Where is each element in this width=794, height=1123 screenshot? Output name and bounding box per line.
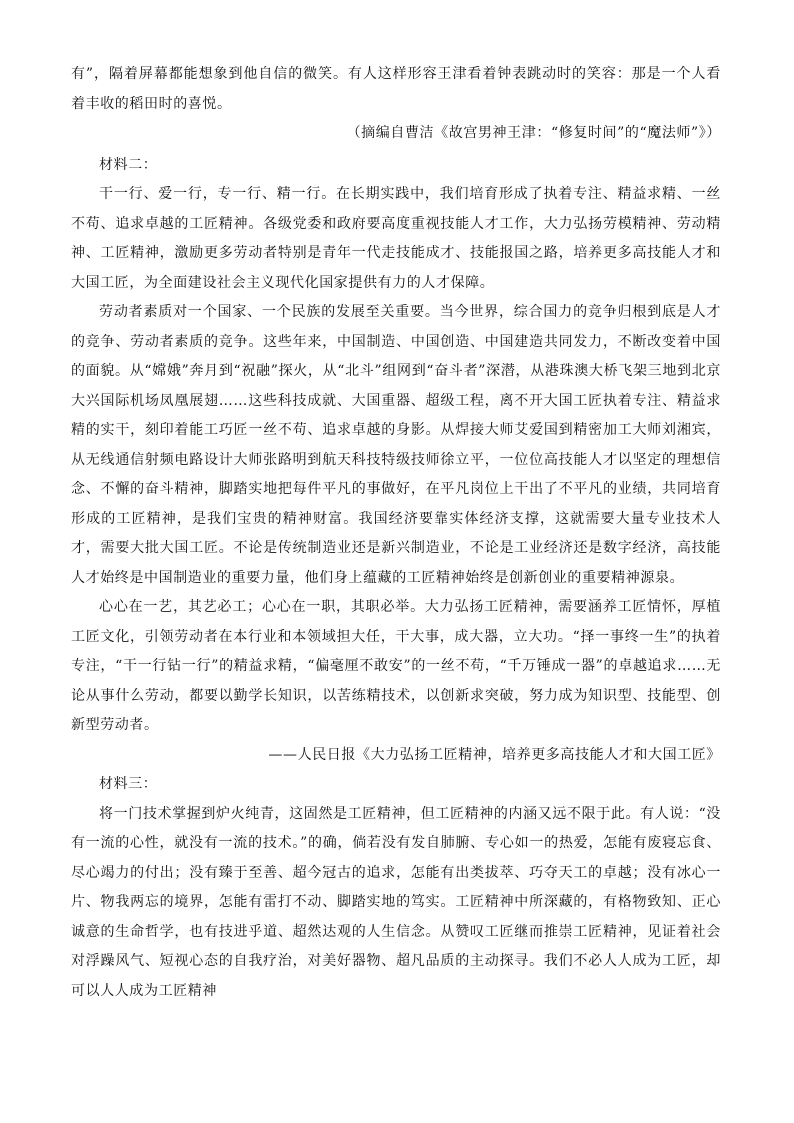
paragraph-material-3-1: 将一门技术掌握到炉火纯青，这固然是工匠精神，但工匠精神的内涵又远不限于此。有人说：“没有一流的心性，就没有一流的技术。”的确，倘若没有发自肺腑、专心如一的热爱，怎能有废寝忘食、尽心竭力的付出；没有臻于至善、超今冠古的追求，怎能有出类拔萃、巧夺天工的卓越；没有冰心一片、物我两忘的境界，怎能有雷打不动、脚踏实地的笃实。工匠精神中所深藏的，有格物致知、正心诚意的生命哲学，也有技进乎道、超然达观的人生信念。从赞叹工匠继而推崇工匠精神，见证着社会对浮躁风气、短视心态的自我疗治，对美好器物、超凡品质的主动探寻。我们不必人人成为工匠，却可以人人成为工匠精神 xyxy=(71,805,721,999)
document-page xyxy=(71,60,721,1006)
section-label-material-3: 材料三： xyxy=(99,776,158,792)
paragraph-material-2-2: 劳动者素质对一个国家、一个民族的发展至关重要。当今世界，综合国力的竞争归根到底是人才的竞争、劳动者素质的竞争。这些年来，中国制造、中国创造、中国建造共同发力，不断改变着中国的面貌。从“嫦娥”奔月到“祝融”探火，从“北斗”组网到“奋斗者”深潜，从港珠澳大桥飞架三地到北京大兴国际机场凤凰展翅……这些科技成就、大国重器、超级工程，离不开大国工匠执着专注、精益求精的实干，刻印着能工巧匠一丝不苟、追求卓越的身影。从焊接大师艾爱国到精密加工大师刘湘宾，从无线通信射频电路设计大师张路明到航天科技特级技师徐立平，一位位高技能人才以坚定的理想信念、不懈的奋斗精神，脚踏实地把每件平凡的事做好，在平凡岗位上干出了不平凡的业绩，共同培育形成的工匠精神，是我们宝贵的精神财富。我国经济要靠实体经济支撑，这就需要大量专业技术人才，需要大批大国工匠。不论是传统制造业还是新兴制造业，不论是工业经济还是数字经济，高技能人才始终是中国制造业的重要力量，他们身上蕴藏的工匠精神始终是创新创业的重要精神源泉。 xyxy=(71,304,721,586)
source-citation-1: （摘编自曹洁《故宫男神王津：“修复时间”的“魔法师”》） xyxy=(346,125,721,141)
paragraph-continuation: 有”，隔着屏幕都能想象到他自信的微笑。有人这样形容王津看着钟表跳动时的笑容：那是一个人看着丰收的稻田时的喜悦。 xyxy=(71,66,721,112)
paragraph-material-2-1: 干一行、爱一行，专一行、精一行。在长期实践中，我们培育形成了执着专注、精益求精、一丝不苟、追求卓越的工匠精神。各级党委和政府要高度重视技能人才工作，大力弘扬劳模精神、劳动精神、工匠精神，激励更多劳动者特别是青年一代走技能成才、技能报国之路，培养更多高技能人才和大国工匠，为全面建设社会主义现代化国家提供有力的人才保障。 xyxy=(71,186,721,291)
source-citation-2: ——人民日报《大力弘扬工匠精神，培养更多高技能人才和大国工匠》 xyxy=(268,746,721,763)
section-label-material-2: 材料二： xyxy=(99,156,158,173)
paragraph-material-2-3: 心心在一艺，其艺必工；心心在一职，其职必举。大力弘扬工匠精神，需要涵养工匠情怀，厚植工匠文化，引领劳动者在本行业和本领域担大任，干大事，成大器，立大功。“择一事终一生”的执着专注，“干一行钻一行”的精益求精，“偏毫厘不敢安”的一丝不苟，“千万锤成一器”的卓越追求……无论从事什么劳动，都要以勤学长知识，以苦练精技术，以创新求突破，努力成为知识型、技能型、创新型劳动者。 xyxy=(71,599,721,733)
